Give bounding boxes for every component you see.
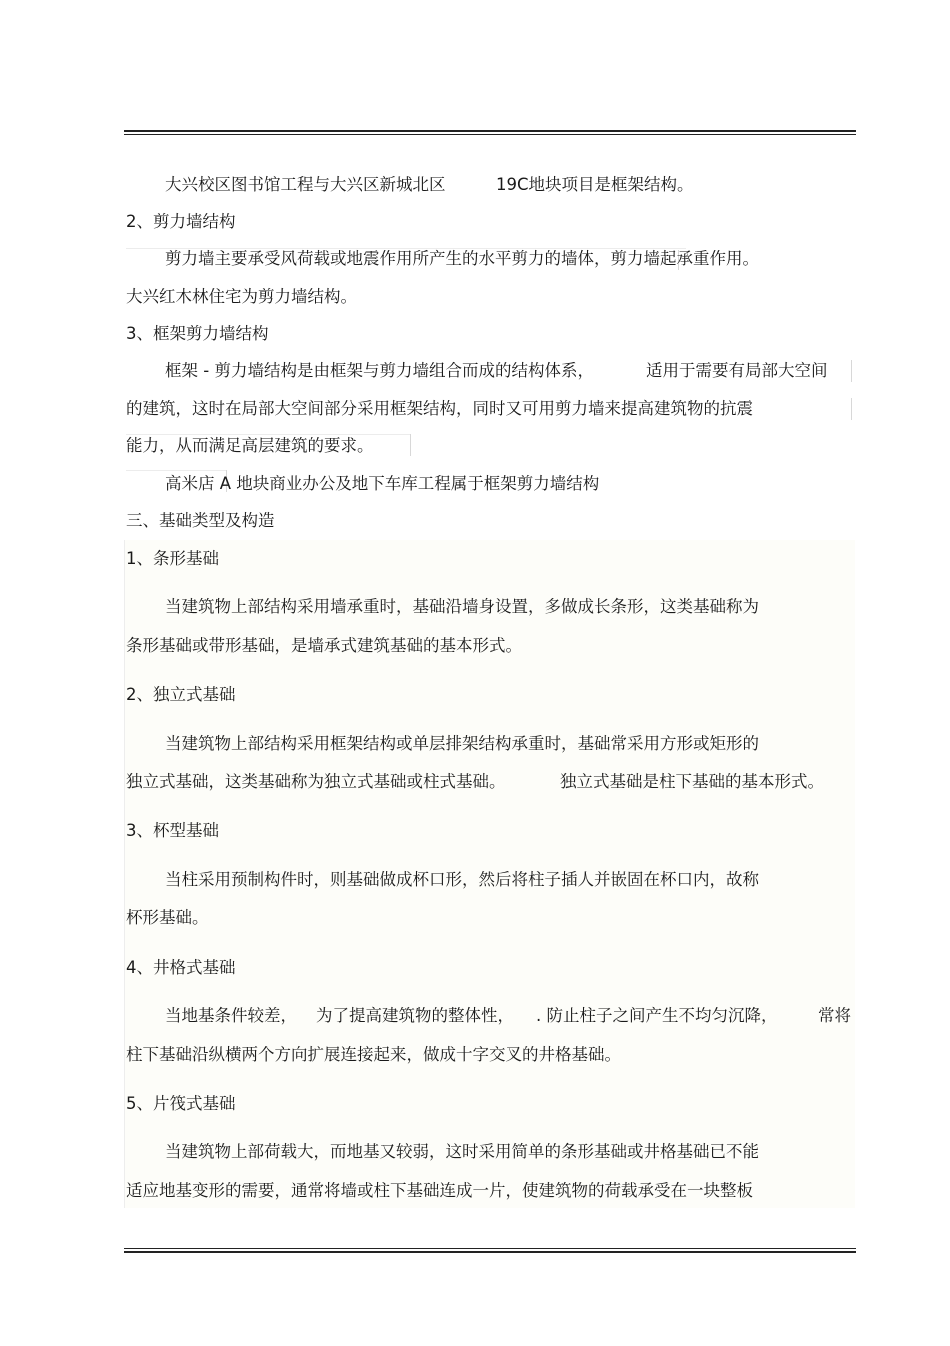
text-line: 适应地基变形的需要，通常将墙或柱下基础连成一片，使建筑物的荷载承受在一块整板: [126, 1181, 753, 1200]
text-line: 当地基条件较差，: [165, 1006, 297, 1025]
text-line: 常将: [818, 1006, 851, 1025]
section-heading: 5、片筏式基础: [126, 1094, 236, 1113]
text-line: 框架 - 剪力墙结构是由框架与剪力墙组合而成的结构体系，: [165, 361, 594, 380]
text-line: 大兴校区图书馆工程与大兴区新城北区: [165, 175, 446, 194]
text-line: 当建筑物上部结构采用框架结构或单层排架结构承重时，基础常采用方形或矩形的: [165, 734, 759, 753]
text-line: 当柱采用预制构件时，则基础做成杯口形，然后将柱子插人并嵌固在杯口内，故称: [165, 870, 759, 889]
text-line: 条形基础或带形基础，是墙承式建筑基础的基本形式。: [126, 636, 522, 655]
section-heading: 2、剪力墙结构: [126, 212, 236, 231]
scan-line: [851, 398, 852, 420]
text-line: 当建筑物上部结构采用墙承重时，基础沿墙身设置，多做成长条形，这类基础称为: [165, 597, 759, 616]
scan-line: [410, 434, 411, 456]
text-line: 高米店 A 地块商业办公及地下车库工程属于框架剪力墙结构: [165, 474, 600, 493]
text-line: 为了提高建筑物的整体性，: [316, 1006, 514, 1025]
text-line: 的建筑，这时在局部大空间部分采用框架结构，同时又可用剪力墙来提高建筑物的抗震: [126, 399, 753, 418]
section-heading: 4、井格式基础: [126, 958, 236, 977]
text-line: 独立式基础是柱下基础的基本形式。: [560, 772, 824, 791]
text-line: 柱下基础沿纵横两个方向扩展连接起来，做成十字交叉的井格基础。: [126, 1045, 621, 1064]
scan-line: [851, 360, 852, 382]
text-line: 适用于需要有局部大空间: [646, 361, 828, 380]
text-line: . 防止柱子之间产生不均匀沉降，: [536, 1006, 778, 1025]
section-heading: 1、条形基础: [126, 549, 219, 568]
footer-rule: [124, 1248, 856, 1253]
section-heading: 3、框架剪力墙结构: [126, 324, 269, 343]
text-line: 能力，从而满足高层建筑的要求。: [126, 436, 374, 455]
text-line: 剪力墙主要承受风荷载或地震作用所产生的水平剪力的墙体，剪力墙起承重作用。: [165, 249, 759, 268]
text-line: 杯形基础。: [126, 908, 209, 927]
text-line: 独立式基础，这类基础称为独立式基础或柱式基础。: [126, 772, 506, 791]
text-line: 19C地块项目是框架结构。: [496, 175, 694, 194]
section-heading: 2、独立式基础: [126, 685, 236, 704]
text-line: 大兴红木林住宅为剪力墙结构。: [126, 287, 357, 306]
chapter-heading: 三、基础类型及构造: [126, 511, 275, 530]
section-heading: 3、杯型基础: [126, 821, 219, 840]
text-line: 当建筑物上部荷载大，而地基又较弱，这时采用简单的条形基础或井格基础已不能: [165, 1142, 759, 1161]
header-rule: [124, 130, 856, 135]
scan-line: [126, 470, 226, 471]
